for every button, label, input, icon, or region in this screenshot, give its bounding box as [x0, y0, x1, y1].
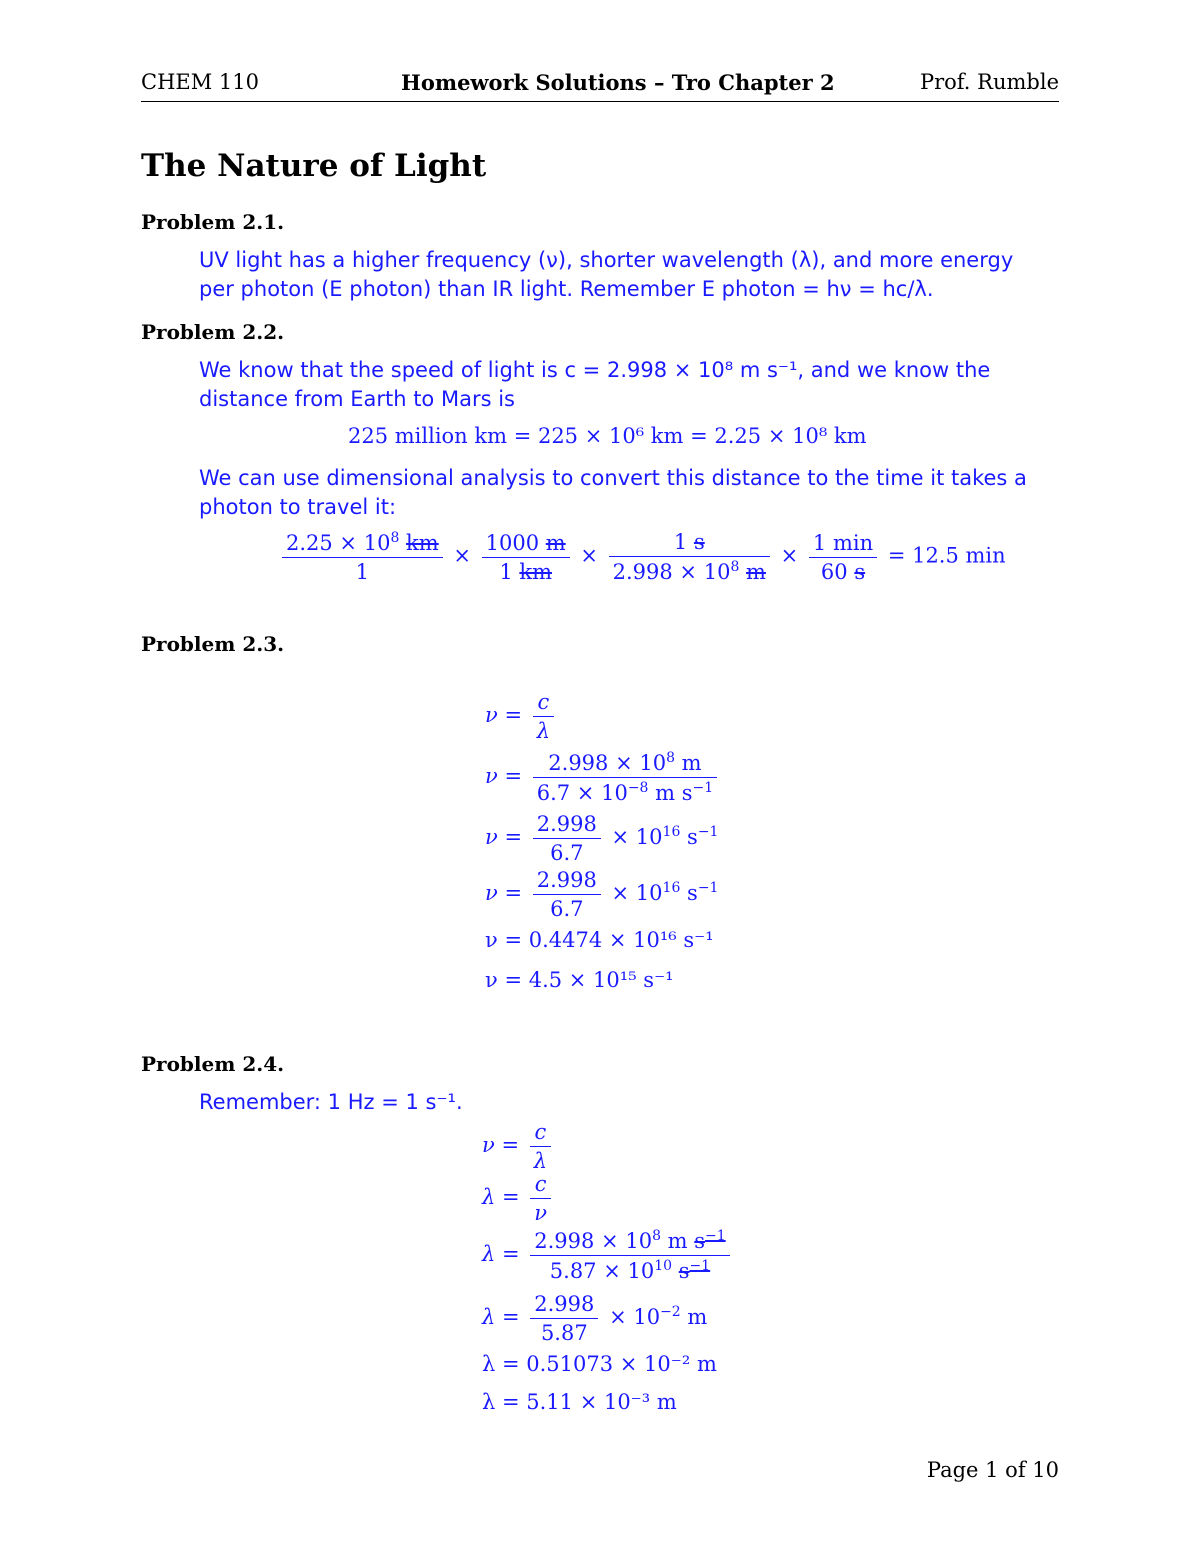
problem-2-2-line2: distance from Earth to Mars is [199, 387, 515, 411]
fraction: $\frac{1000 m}{1 km}$ [482, 531, 570, 584]
p23-eq6: ν = 4.5 × 10¹⁵ s⁻¹ [485, 968, 674, 992]
problem-2-4-remember: Remember: 1 Hz = 1 s⁻¹. [199, 1090, 463, 1114]
problem-2-4-label: Problem 2.4. [141, 1052, 285, 1076]
problem-2-3-label: Problem 2.3. [141, 632, 285, 656]
p24-eq5: λ = 0.51073 × 10⁻² m [482, 1352, 717, 1376]
p24-eq4: λ = $\frac{2.998}{5.87}$ × $10^{-2}$ m [482, 1292, 708, 1345]
dimensional-analysis-equation: $\frac{2.25 \times 10^8 km}{1}$ × $\frac{1000 m}{1 km}$ × $\frac{1 s}{2.998 \times 10^8 m}$ × $\frac{1 \min}{60 s}$ = 12.5 min [278, 530, 1006, 584]
problem-2-2-line3: We can use dimensional analysis to convert this distance to the time it takes a [199, 466, 1027, 490]
p24-eq3: λ = $\frac{2.998 \times 10^8 m s^{-1}}{5.87 \times 10^{10} s^{-1}}$ [482, 1228, 734, 1283]
document-title: Homework Solutions – Tro Chapter 2 [401, 70, 835, 95]
page-number: Page 1 of 10 [926, 1458, 1059, 1482]
fraction: $\frac{2.25 \times 10^8 km}{1}$ [282, 530, 443, 584]
problem-2-2-line4: photon to travel it: [199, 495, 397, 519]
fraction: $\frac{1 s}{2.998 \times 10^8 m}$ [609, 530, 770, 584]
problem-2-1-line2: per photon (E photon) than IR light. Remember E photon = hν = hc/λ. [199, 277, 934, 301]
p24-eq1: ν = $\frac{c}{\lambda}$ [482, 1120, 555, 1173]
problem-2-2-label: Problem 2.2. [141, 320, 285, 344]
fraction: $\frac{1 \min}{60 s}$ [809, 531, 877, 584]
problem-2-1-label: Problem 2.1. [141, 210, 285, 234]
page-header [141, 68, 1059, 102]
conversion-result: = 12.5 min [887, 543, 1006, 568]
problem-2-2-line1: We know that the speed of light is c = 2.998 × 10⁸ m s⁻¹, and we know the [199, 358, 991, 382]
p23-eq5: ν = 0.4474 × 10¹⁶ s⁻¹ [485, 928, 714, 952]
p23-eq3: ν = $\frac{2.998}{6.7}$ × $10^{16}$ $s^{-1}$ [485, 812, 719, 865]
p24-eq2: λ = $\frac{c}{\nu}$ [482, 1172, 555, 1225]
distance-equation: 225 million km = 225 × 10⁶ km = 2.25 × 10⁸ km [348, 424, 867, 448]
p23-eq1: ν = $\frac{c}{\lambda}$ [485, 690, 558, 743]
p23-eq2: ν = $\frac{2.998 \times 10^8 m}{6.7 \times 10^{-8} m s^{-1}}$ [485, 750, 721, 805]
author: Prof. Rumble [919, 70, 1059, 94]
problem-2-1-line1: UV light has a higher frequency (ν), shorter wavelength (λ), and more energy [199, 248, 1014, 272]
p24-eq6: λ = 5.11 × 10⁻³ m [482, 1390, 677, 1414]
p23-eq4: ν = $\frac{2.998}{6.7}$ × $10^{16}$ $s^{-1}$ [485, 868, 719, 921]
course-code: CHEM 110 [141, 70, 259, 94]
section-title: The Nature of Light [141, 148, 487, 184]
